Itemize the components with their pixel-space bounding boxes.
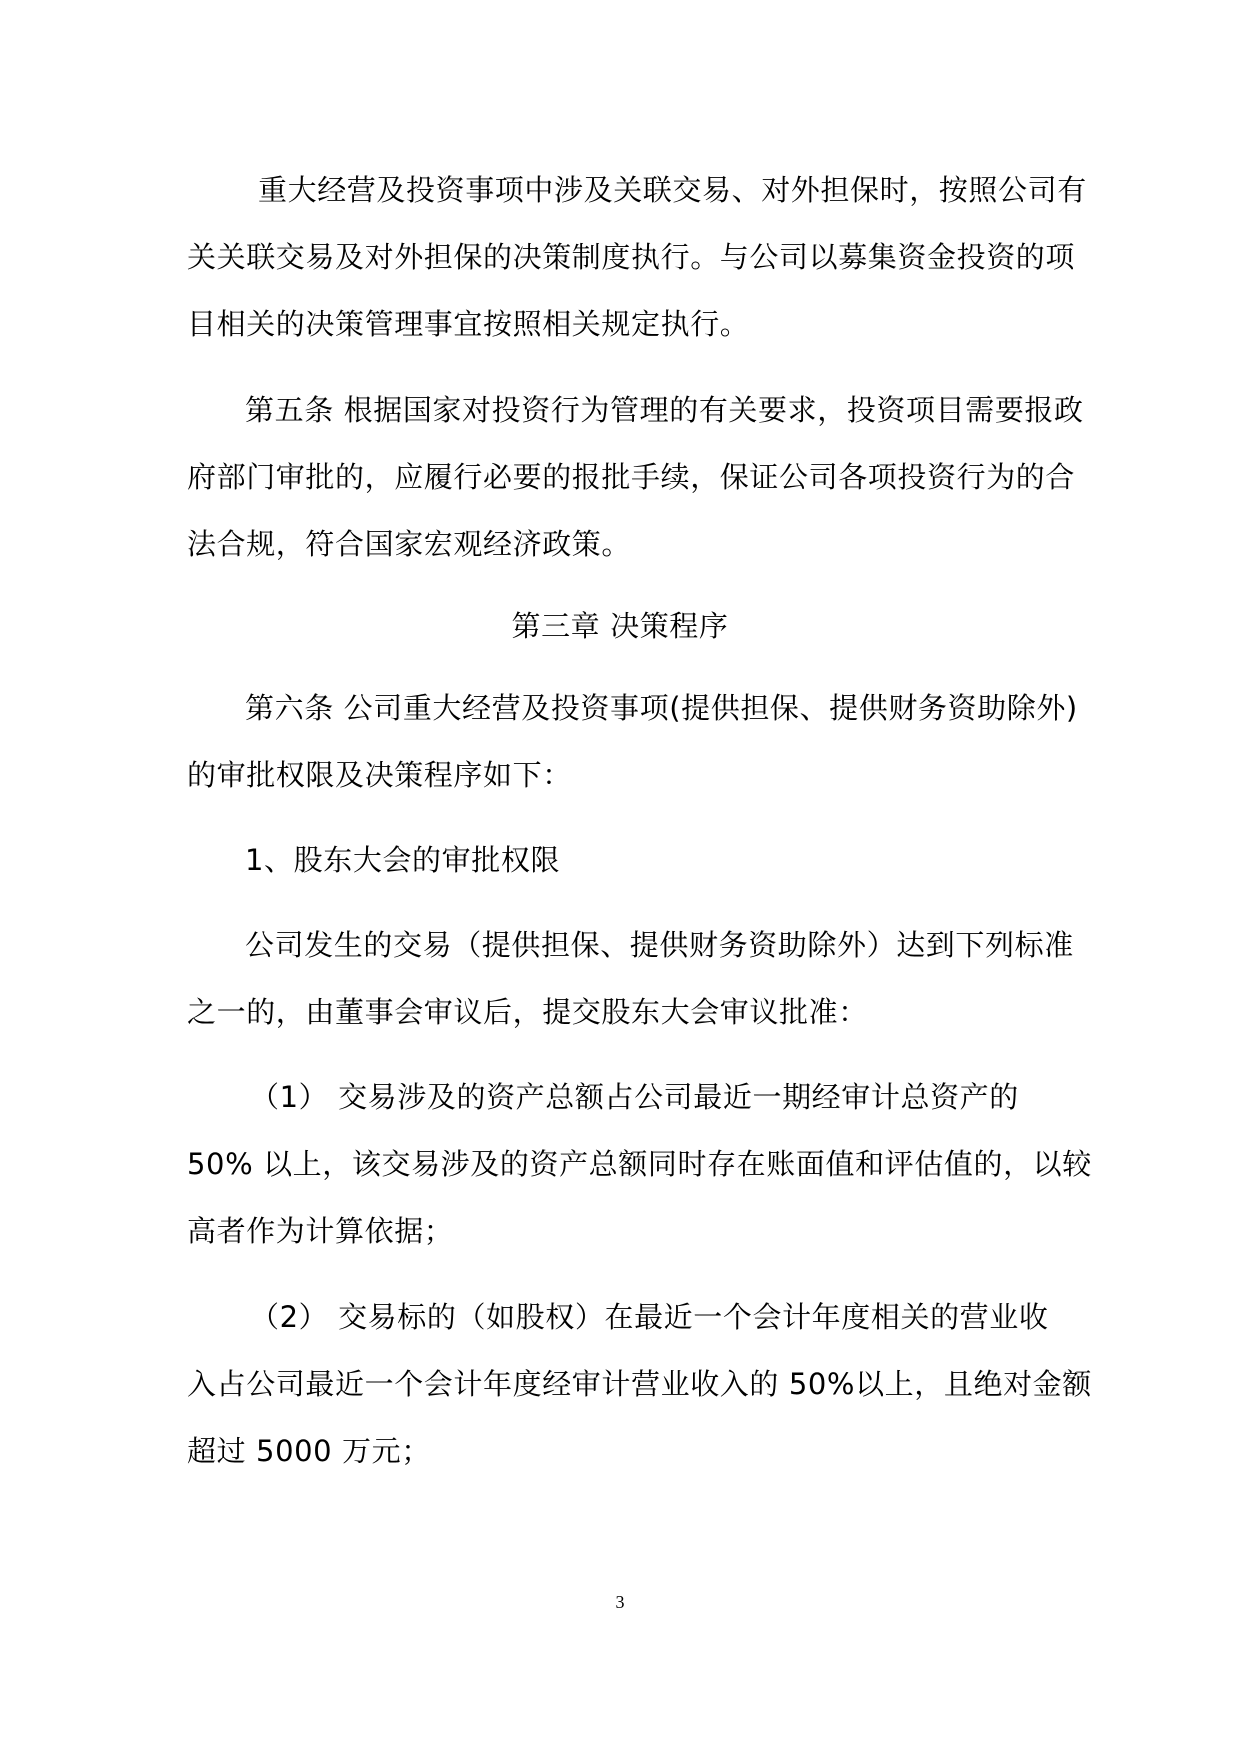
paragraph-line: 之一的，由董事会审议后，提交股东大会审议批准：: [187, 995, 868, 1029]
paragraph-line: 法合规，符合国家宏观经济政策。: [187, 527, 632, 561]
paragraph-line: 重大经营及投资事项中涉及关联交易、对外担保时，按照公司有: [258, 173, 1087, 207]
page-number: 3: [615, 1592, 625, 1612]
paragraph-line: 的审批权限及决策程序如下：: [187, 758, 572, 792]
list-item-2-line: （2） 交易标的（如股权）在最近一个会计年度相关的营业收: [250, 1300, 1049, 1334]
paragraph-line: 入占公司最近一个会计年度经审计营业收入的 50%以上，且绝对金额: [187, 1367, 1092, 1401]
chapter-heading: 第三章 决策程序: [511, 609, 729, 643]
paragraph-line: 高者作为计算依据；: [187, 1214, 454, 1248]
article-6-line: 第六条 公司重大经营及投资事项(提供担保、提供财务资助除外): [245, 691, 1078, 725]
paragraph-line: 目相关的决策管理事宜按照相关规定执行。: [187, 307, 750, 341]
paragraph-line: 关关联交易及对外担保的决策制度执行。与公司以募集资金投资的项: [187, 240, 1076, 274]
paragraph-line: 超过 5000 万元；: [187, 1434, 431, 1468]
paragraph-line: 公司发生的交易（提供担保、提供财务资助除外）达到下列标准: [245, 928, 1074, 962]
paragraph-line: 50% 以上，该交易涉及的资产总额同时存在账面值和评估值的，以较: [187, 1147, 1092, 1181]
section-heading: 1、股东大会的审批权限: [245, 843, 561, 877]
paragraph-line: 府部门审批的，应履行必要的报批手续，保证公司各项投资行为的合: [187, 460, 1076, 494]
list-item-1-line: （1） 交易涉及的资产总额占公司最近一期经审计总资产的: [250, 1080, 1019, 1114]
article-5-line: 第五条 根据国家对投资行为管理的有关要求，投资项目需要报政: [245, 393, 1084, 427]
